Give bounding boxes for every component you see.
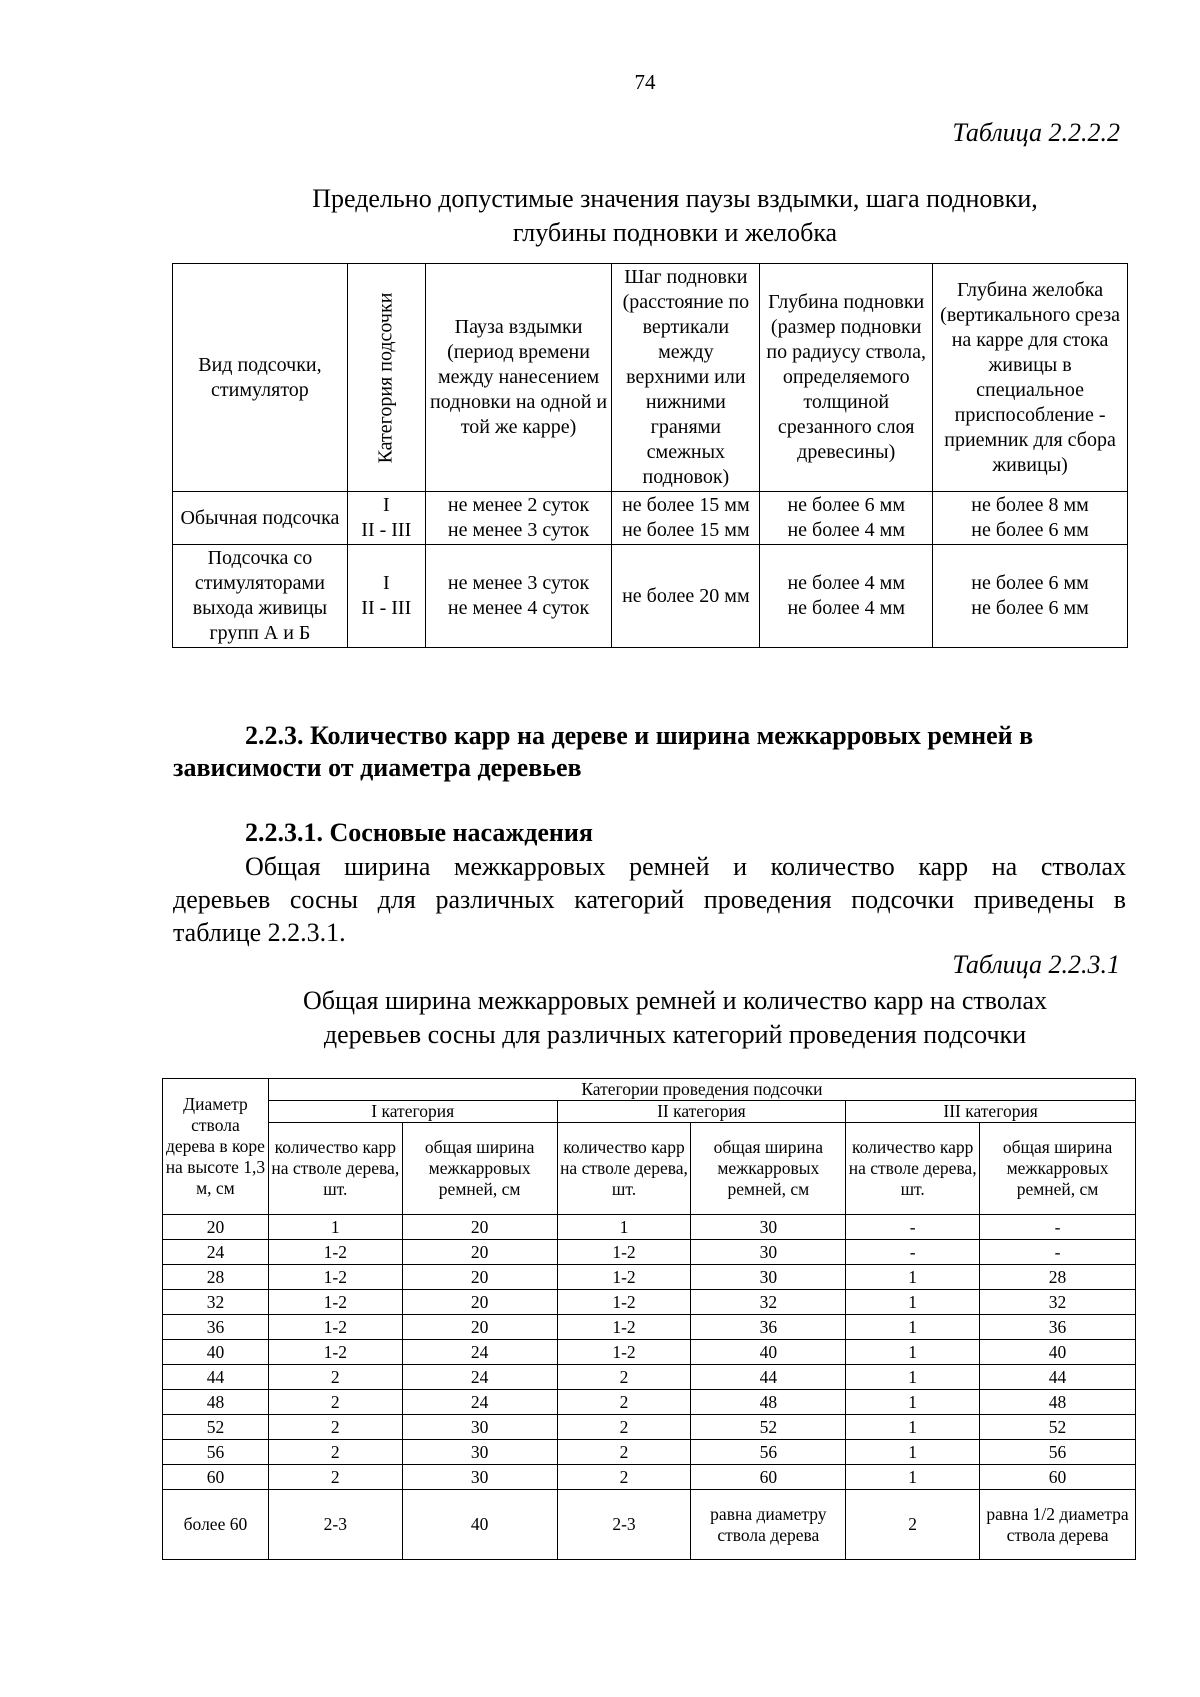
table-cell: 1: [268, 1215, 402, 1240]
header-width: общая ширина межкарровых ремней, см: [980, 1123, 1136, 1215]
table-title: [170, 984, 1180, 1052]
table-cell: 28: [163, 1265, 269, 1290]
cell-category: [347, 545, 425, 648]
table-cell: 32: [691, 1290, 846, 1315]
paragraph: [173, 850, 1126, 949]
table-cell: 20: [163, 1215, 269, 1240]
cell-pause: [425, 492, 612, 545]
table-cell: 20: [402, 1315, 557, 1340]
table-cell: 1-2: [268, 1315, 402, 1340]
table-cell: 24: [402, 1365, 557, 1390]
table-cell: 32: [980, 1290, 1136, 1315]
table-title-line: деревьев сосны для различных категорий проведения подсочки: [323, 1020, 1027, 1049]
table-cell: 1: [846, 1315, 980, 1340]
header-width: общая ширина межкарровых ремней, см: [691, 1123, 846, 1215]
table-cell: 36: [691, 1315, 846, 1340]
table-title: [170, 182, 1180, 250]
cell-line: II - III: [361, 519, 412, 541]
table-row: [173, 492, 1128, 545]
cell-line: не более 6 мм: [971, 597, 1089, 619]
table-cell: 52: [691, 1415, 846, 1440]
table-cell: 48: [163, 1390, 269, 1415]
table-cell: 56: [691, 1440, 846, 1465]
table-body: [163, 1215, 1136, 1490]
table-cell: 56: [980, 1440, 1136, 1465]
table-header-row: [163, 1123, 1136, 1215]
table-cell: 60: [980, 1465, 1136, 1490]
table-cell: 1-2: [268, 1340, 402, 1365]
table-cell: 40: [163, 1340, 269, 1365]
table-cell: 20: [402, 1215, 557, 1240]
table-header-row: [163, 1079, 1136, 1101]
table-cell: 52: [980, 1415, 1136, 1440]
table-cell: 2: [268, 1415, 402, 1440]
table-cell: 2: [557, 1365, 691, 1390]
header-diameter: Диаметр ствола дерева в коре на высоте 1,3 м, см: [163, 1079, 269, 1215]
table-row: [163, 1215, 1136, 1240]
table-cell: 60: [691, 1465, 846, 1490]
table-row: [163, 1290, 1136, 1315]
table-cell: -: [846, 1215, 980, 1240]
table-row: [163, 1240, 1136, 1265]
cell-line: не более 8 мм: [971, 494, 1089, 516]
table-cell: равна диаметру ствола дерева: [691, 1490, 846, 1560]
cell-line: не менее 3 суток: [447, 572, 590, 594]
table-cell: 44: [980, 1365, 1136, 1390]
header-type: Вид подсочки, стимулятор: [173, 264, 348, 492]
table-cell: 24: [163, 1240, 269, 1265]
cell-type: Обычная подсочка: [173, 492, 348, 545]
table-cell: 20: [402, 1240, 557, 1265]
carr-table: [162, 1078, 1136, 1560]
table-cell: 52: [163, 1415, 269, 1440]
table-cell: 40: [691, 1340, 846, 1365]
paragraph-line: деревьев сосны для различных категорий проведения подсочки приведены в: [173, 885, 1126, 914]
table-cell: 2: [557, 1415, 691, 1440]
table-cell: 20: [402, 1265, 557, 1290]
table-header-row: [173, 264, 1128, 492]
table-cell: 1: [846, 1265, 980, 1290]
table-cell: 30: [691, 1265, 846, 1290]
table-cell: 1: [846, 1440, 980, 1465]
table-row: [163, 1415, 1136, 1440]
table-cell: 2-3: [268, 1490, 402, 1560]
table-cell: 1: [846, 1415, 980, 1440]
table-cell: 48: [691, 1390, 846, 1415]
header-groove: Глубина желобка (вертикального среза на карре для стока живицы в специальное приспособление - приемник для сбора живицы): [933, 264, 1128, 492]
header-categories: Категории проведения подсочки: [268, 1079, 1135, 1101]
table-cell: 1-2: [557, 1240, 691, 1265]
header-step: Шаг подновки (расстояние по вертикали между верхними или нижними гранями смежных подновок): [612, 264, 760, 492]
cell-category: [347, 492, 425, 545]
table-row: [163, 1440, 1136, 1465]
table-cell: 44: [691, 1365, 846, 1390]
cell-pause: [425, 545, 612, 648]
table-caption: Таблица 2.2.3.1: [952, 950, 1120, 979]
header-cat1: I категория: [268, 1101, 557, 1123]
table-cell: 2: [268, 1465, 402, 1490]
cell-groove: [933, 492, 1128, 545]
cell-line: не более 15 мм: [622, 494, 750, 516]
table-cell: 30: [691, 1215, 846, 1240]
table-cell: -: [980, 1240, 1136, 1265]
table-cell: 2: [557, 1390, 691, 1415]
table-cell: 1-2: [557, 1340, 691, 1365]
cell-line: II - III: [361, 597, 412, 619]
table-cell: 20: [402, 1290, 557, 1315]
table-title-line: глубины подновки и желобка: [512, 218, 838, 247]
table-cell: 1: [846, 1290, 980, 1315]
table-cell: 1-2: [268, 1240, 402, 1265]
paragraph-line: Общая ширина межкарровых ремней и количество карр на стволах: [245, 852, 1126, 881]
table-cell: 1: [846, 1340, 980, 1365]
table-caption: Таблица 2.2.2.2: [952, 118, 1120, 147]
header-cat2: II категория: [557, 1101, 846, 1123]
cell-line: не более 4 мм: [787, 597, 905, 619]
header-depth: Глубина подновки (размер подновки по радиусу ствола, определяемого толщиной срезанного слоя древесины): [760, 264, 933, 492]
table-cell: 1: [846, 1365, 980, 1390]
cell-line: не более 4 мм: [787, 519, 905, 541]
table-row: [173, 545, 1128, 648]
table-cell: -: [846, 1240, 980, 1265]
table-row: [163, 1390, 1136, 1415]
table-row: [163, 1315, 1136, 1340]
header-width: общая ширина межкарровых ремней, см: [402, 1123, 557, 1215]
table-cell: 28: [980, 1265, 1136, 1290]
section-heading: 2.2.3. Количество карр на дереве и ширина межкарровых ремней в: [245, 721, 1034, 750]
table-header-row: [163, 1101, 1136, 1123]
cell-line: I: [382, 494, 390, 516]
limits-table: [172, 263, 1128, 648]
table-cell: 2: [268, 1440, 402, 1465]
table-cell: 2: [557, 1465, 691, 1490]
table-cell: 60: [163, 1465, 269, 1490]
cell-line: не менее 4 суток: [447, 597, 590, 619]
table-cell: 36: [163, 1315, 269, 1340]
table-cell: 2: [268, 1365, 402, 1390]
cell-depth: [760, 492, 933, 545]
cell-line: не более 6 мм: [971, 572, 1089, 594]
table-row: [163, 1365, 1136, 1390]
cell-step: [612, 492, 760, 545]
paragraph-line: таблице 2.2.3.1.: [173, 918, 346, 947]
table-cell: 40: [402, 1490, 557, 1560]
table-cell: 24: [402, 1390, 557, 1415]
table-cell: 30: [402, 1465, 557, 1490]
table-row: [163, 1265, 1136, 1290]
table-cell: 1-2: [557, 1315, 691, 1340]
table-cell: 1-2: [557, 1290, 691, 1315]
cell-line: не менее 3 суток: [447, 519, 590, 541]
table-cell: 32: [163, 1290, 269, 1315]
cell-line: I: [382, 572, 390, 594]
table-cell: 2: [268, 1390, 402, 1415]
cell-depth: [760, 545, 933, 648]
table-cell: 40: [980, 1340, 1136, 1365]
table-cell: 30: [402, 1440, 557, 1465]
header-count: количество карр на стволе дерева, шт.: [557, 1123, 691, 1215]
table-cell: 1: [557, 1215, 691, 1240]
table-cell: 36: [980, 1315, 1136, 1340]
table-cell: 24: [402, 1340, 557, 1365]
table-cell: более 60: [163, 1490, 269, 1560]
table-title-line: Общая ширина межкарровых ремней и количество карр на стволах: [302, 986, 1048, 1015]
header-count: количество карр на стволе дерева, шт.: [268, 1123, 402, 1215]
cell-line: не менее 2 суток: [447, 494, 590, 516]
table-row: [163, 1465, 1136, 1490]
cell-type: Подсочка со стимуляторами выхода живицы групп А и Б: [173, 545, 348, 648]
header-category: [347, 264, 425, 492]
section-heading: зависимости от диаметра деревьев: [173, 753, 582, 782]
table-cell: 1: [846, 1465, 980, 1490]
header-count: количество карр на стволе дерева, шт.: [846, 1123, 980, 1215]
table-cell: 1-2: [268, 1265, 402, 1290]
table-row: [163, 1340, 1136, 1365]
table-title-line: Предельно допустимые значения паузы вздымки, шага подновки,: [312, 184, 1038, 213]
table-row: [163, 1490, 1136, 1560]
table-cell: 1-2: [557, 1265, 691, 1290]
cell-line: не более 6 мм: [971, 519, 1089, 541]
cell-line: не более 6 мм: [787, 494, 905, 516]
cell-line: не более 15 мм: [622, 519, 750, 541]
table-cell: 30: [402, 1415, 557, 1440]
table-cell: 2: [557, 1440, 691, 1465]
cell-step: не более 20 мм: [612, 545, 760, 648]
subsection-heading: 2.2.3.1. Сосновые насаждения: [245, 818, 593, 847]
table-cell: 48: [980, 1390, 1136, 1415]
table-cell: 2-3: [557, 1490, 691, 1560]
table-cell: -: [980, 1215, 1136, 1240]
table-cell: 44: [163, 1365, 269, 1390]
table-cell: 30: [691, 1240, 846, 1265]
cell-groove: [933, 545, 1128, 648]
table-cell: равна 1/2 диаметра ствола дерева: [980, 1490, 1136, 1560]
page-number: 74: [634, 70, 656, 94]
header-cat3: III категория: [846, 1101, 1136, 1123]
table-cell: 56: [163, 1440, 269, 1465]
header-pause: Пауза вздымки (период времени между нанесением подновки на одной и той же карре): [425, 264, 612, 492]
header-category-label: Категория подсочки: [374, 292, 397, 463]
table-cell: 2: [846, 1490, 980, 1560]
cell-line: не более 4 мм: [787, 572, 905, 594]
table-cell: 1: [846, 1390, 980, 1415]
table-cell: 1-2: [268, 1290, 402, 1315]
